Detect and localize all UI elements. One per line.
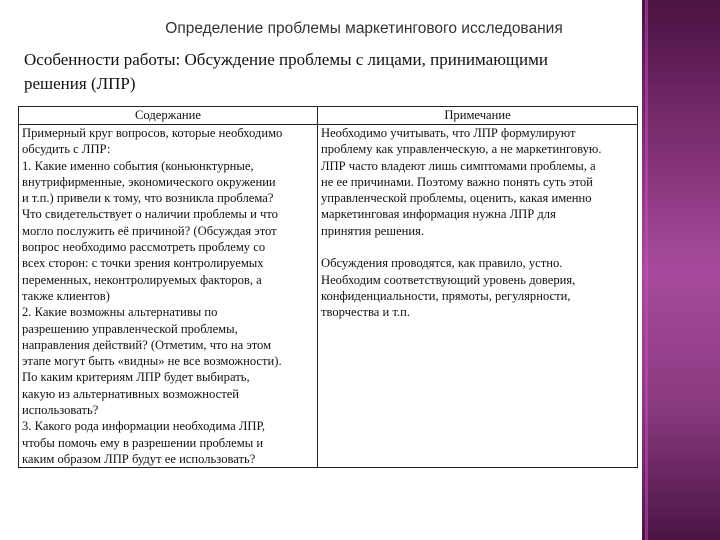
text-line: 2. Какие возможны альтернативы по	[22, 305, 218, 320]
text-line: внутрифирменные, экономического окружении	[22, 174, 276, 189]
text-line	[321, 239, 634, 255]
text-line: всех сторон: с точки зрения контролируемых	[22, 256, 264, 271]
header-note: Примечание	[318, 107, 638, 125]
header-content: Содержание	[19, 107, 318, 125]
note-cell	[318, 125, 638, 468]
text-line: маркетинговая информация нужна ЛПР для	[321, 207, 556, 222]
slide-subtitle	[24, 48, 548, 96]
text-line: чтобы помочь ему в разрешении проблемы и	[22, 435, 264, 450]
text-line: также клиентов)	[22, 288, 110, 303]
text-line: Обсуждения проводятся, как правило, устно.	[321, 256, 563, 271]
text-line: Что свидетельствует о наличии проблемы и что	[22, 207, 278, 222]
text-line: управленческой проблемы, оценить, какая именно	[321, 191, 592, 206]
text-line: не ее причинами. Поэтому важно понять суть этой	[321, 174, 593, 189]
text-line: 1. Какие именно события (коньюнктурные,	[22, 158, 254, 173]
text-line: принятия решения.	[321, 223, 425, 238]
text-line: конфиденциальности, прямоты, регулярности,	[321, 288, 571, 303]
text-line: этапе могут быть «видны» не все возможности).	[22, 354, 282, 369]
slide-title: Определение проблемы маркетингового исследования	[165, 20, 563, 37]
text-line: По каким критериям ЛПР будет выбирать,	[22, 370, 250, 385]
subtitle-line: Особенности работы: Обсуждение проблемы с лицами, принимающими	[24, 50, 548, 69]
decorative-side-bar	[642, 0, 720, 540]
text-line: вопрос необходимо рассмотреть проблему со	[22, 240, 266, 255]
text-line: разрешению управленческой проблемы,	[22, 321, 238, 336]
text-line: обсудить с ЛПР:	[22, 142, 111, 157]
text-line: Примерный круг вопросов, которые необходимо	[22, 126, 283, 140]
text-line: какую из альтернативных возможностей	[22, 386, 240, 401]
content-table	[18, 106, 638, 468]
subtitle-line: решения (ЛПР)	[24, 74, 136, 93]
text-line: 3. Какого рода информации необходима ЛПР,	[22, 419, 266, 434]
text-line: ЛПР часто владеют лишь симптомами проблемы, а	[321, 158, 596, 173]
text-line: использовать?	[22, 403, 99, 418]
text-line: могло послужить её причиной? (Обсуждая этот	[22, 223, 277, 238]
text-line: и т.п.) привели к тому, что возникла проблема?	[22, 191, 274, 206]
text-line: творчества и т.п.	[321, 305, 410, 320]
content-cell	[19, 125, 318, 468]
text-line: каким образом ЛПР будут ее использовать?	[22, 451, 256, 466]
text-line: Необходим соответствующий уровень доверия,	[321, 272, 576, 287]
text-line: Необходимо учитывать, что ЛПР формулируют	[321, 126, 576, 140]
text-line: направления действий? (Отметим, что на этом	[22, 337, 272, 352]
text-line: проблему как управленческую, а не маркетинговую.	[321, 142, 602, 157]
text-line: переменных, неконтролируемых факторов, а	[22, 272, 262, 287]
